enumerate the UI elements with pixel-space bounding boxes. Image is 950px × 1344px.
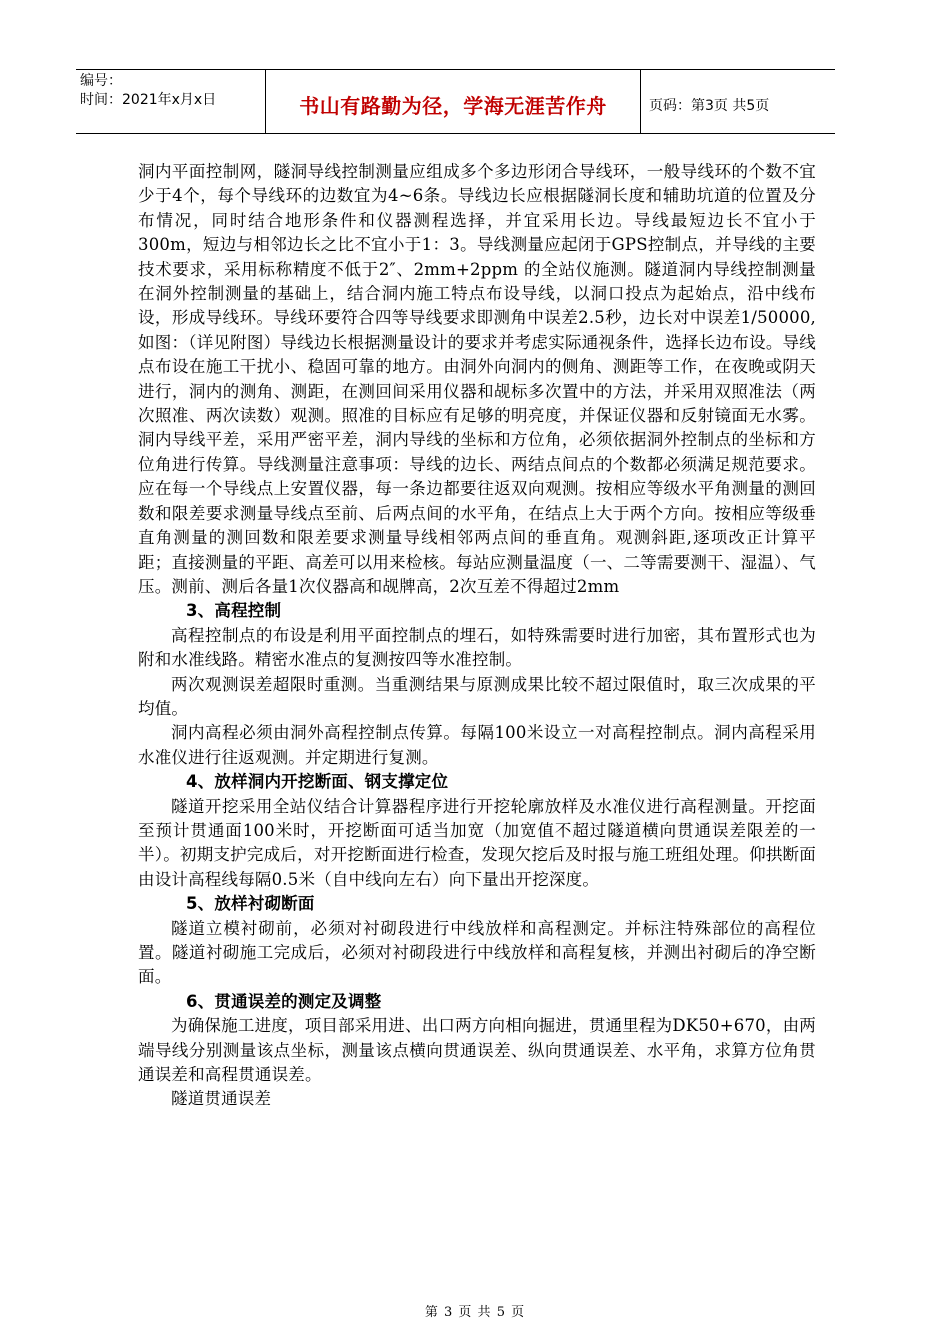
paragraph-lining: 隧道立模衬砌前，必须对衬砌段进行中线放样和高程测定。并标注特殊部位的高程位置。隧道衬砌施工完成后，必须对衬砌段进行中线放样和高程复核，并测出衬砌后的净空断面。 xyxy=(138,918,816,987)
section-heading-breakthrough-error: 6、贯通误差的测定及调整 xyxy=(186,991,382,1011)
paragraph-excavation: 隧道开挖采用全站仪结合计算器程序进行开挖轮廓放样及水准仪进行高程测量。开挖面至预计贯通面100米时，开挖断面可适当加宽（加宽值不超过隧道横向贯通误差限差的一半）。初期支护完成后，对开挖断面进行检查，发现欠挖后及时报与施工班组处理。仰拱断面由设计高程线每隔0.5米（自中线向左右）向下量出开挖深度。 xyxy=(138,796,816,889)
header-motto: 书山有路勤为径，学海无涯苦作舟 xyxy=(299,94,607,118)
document-body xyxy=(138,160,883,1112)
section-heading-elevation-control: 3、高程控制 xyxy=(186,601,282,621)
paragraph-breakthrough: 为确保施工进度，项目部采用进、出口两方向相向掘进，贯通里程为DK50+670，由两端导线分别测量该点坐标，测量该点横向贯通误差、纵向贯通误差、水平角，求算方位角贯通误差和高程贯通误差。 xyxy=(138,1016,816,1085)
section-heading-excavation-layout: 4、放样洞内开挖断面、钢支撑定位 xyxy=(186,772,449,792)
header-page-info: 页码：第3页 共5页 xyxy=(649,97,770,114)
section-heading-lining-layout: 5、放样衬砌断面 xyxy=(186,894,315,914)
paragraph-tunnel-elevation: 洞内高程必须由洞外高程控制点传算。每隔100米设立一对高程控制点。洞内高程采用水准仪进行往返观测。并定期进行复测。 xyxy=(138,723,816,767)
paragraph-breakthrough-error-label: 隧道贯通误差 xyxy=(171,1089,272,1109)
paragraph-elevation-points: 高程控制点的布设是利用平面控制点的埋石，如特殊需要时进行加密，其布置形式也为附和水准线路。精密水准点的复测按四等水准控制。 xyxy=(138,625,816,670)
paragraph-remeasure: 两次观测误差超限时重测。当重测结果与原测成果比较不超过限值时，取三次成果的平均值。 xyxy=(138,674,816,718)
document-date: 时间：2021年x月x日 xyxy=(80,92,217,108)
document-number-label: 编号： xyxy=(80,73,122,89)
header-page-info-cell xyxy=(641,70,835,133)
page-header xyxy=(76,69,835,134)
paragraph-traverse-control: 洞内平面控制网，隧洞导线控制测量应组成多个多边形闭合导线环，一般导线环的个数不宜少于4个，每个导线环的边数宜为4~6条。导线边长应根据隧洞长度和辅助坑道的位置及分布情况，同时结合地形条件和仪器测程选择，并宜采用长边。导线最短边长不宜小于300m，短边与相邻边长之比不宜小于1：3。导线测量应起闭于GPS控制点，并导线的主要技术要求，采用标称精度不低于2″、2mm+2ppm 的全站仪施测。隧道洞内导线控制测量在洞外控制测量的基础上，结合洞内施工特点布设导线，以洞口投点为起始点，沿中线布设，形成导线环。导线环要符合四等导线要求即测角中误差2.5秒，边长对中误差1/50000,如图：（详见附图）导线边长根据测量设计的要求并考虑实际通视条件，选择长边布设。导线点布设在施工干扰小、稳固可靠的地方。由洞外向洞内的侧角、测距等工作，在夜晚或阴天进行，洞内的测角、测距，在测回间采用仪器和觇标多次置中的方法，并采用双照准法（两次照准、两次读数）观测。照准的目标应有足够的明亮度，并保证仪器和反射镜面无水雾。洞内导线平差，采用严密平差，洞内导线的坐标和方位角，必须依据洞外控制点的坐标和方位角进行传算。导线测量注意事项：导线的边长、两结点间点的个数都必须满足规范要求。应在每一个导线点上安置仪器，每一条边都要往返双向观测。按相应等级水平角测量的测回数和限差要求测量导线点至前、后两点间的水平角，在结点上大于两个方向。按相应等级垂直角测量的测回数和限差要求测量导线相邻两点间的垂直角。观测斜距,逐项改正计算平 距；直接测量的平距、高差可以用来检核。每站应测量温度（一、二等需要测干、湿温）、气压。测前、测后各量1次仪器高和觇牌高，2次互差不得超过2mm xyxy=(138,162,883,596)
header-motto-cell xyxy=(266,70,641,133)
page-footer: 第 3 页 共 5 页 xyxy=(424,1305,526,1320)
header-meta xyxy=(76,70,266,133)
